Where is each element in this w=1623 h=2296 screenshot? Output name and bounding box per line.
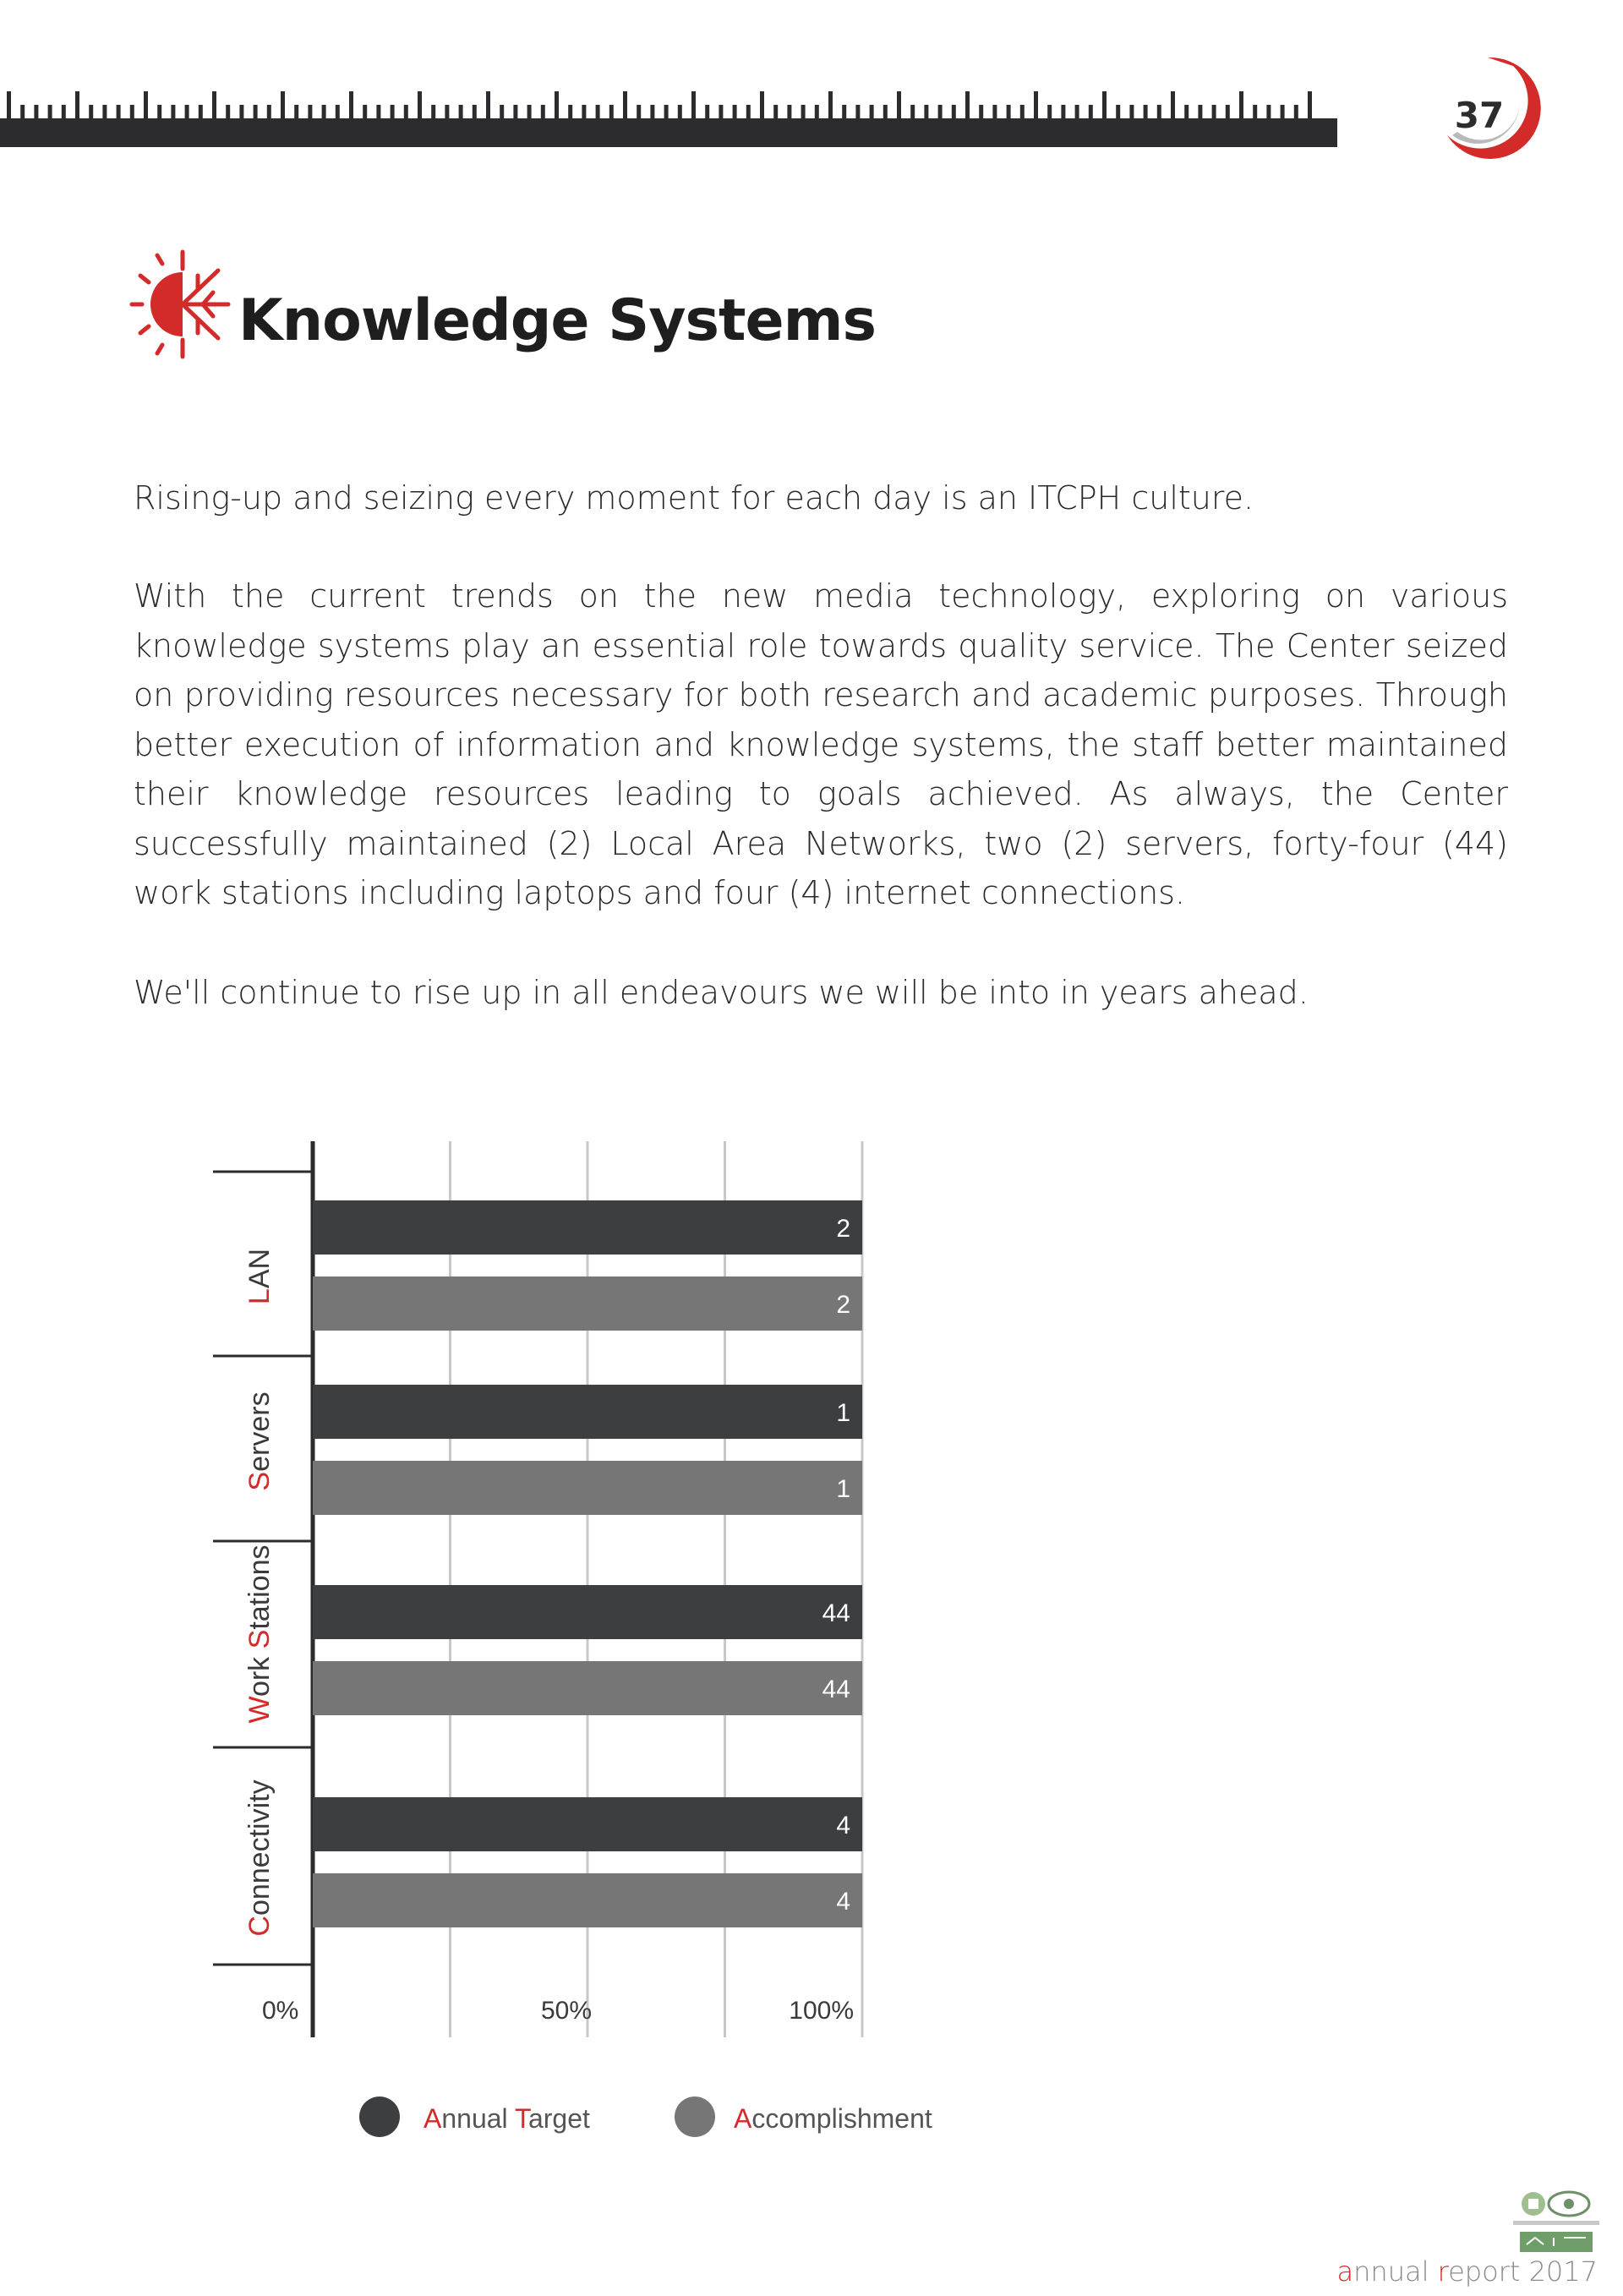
category-label: LAN: [243, 1248, 276, 1305]
category-label: Connectivity: [243, 1779, 276, 1937]
bar: [313, 1797, 862, 1851]
bar-value-label: 2: [836, 1215, 850, 1243]
bar: [313, 1200, 862, 1255]
bar-value-label: 44: [822, 1599, 850, 1627]
intro-paragraph: Rising-up and seizing every moment for each day is an ITCPH culture.: [134, 479, 1254, 517]
bar: [313, 1585, 862, 1639]
closing-paragraph: We'll continue to rise up in all endeavours we will be into in years ahead.: [134, 974, 1309, 1011]
bar: [313, 1873, 862, 1927]
ati-itcph-logo: [1510, 2185, 1603, 2261]
x-tick-label: 100%: [789, 1997, 854, 2025]
bar-value-label: 44: [822, 1676, 850, 1703]
legend-label-accomplishment: Accomplishment: [734, 2103, 932, 2134]
body-paragraph: With the current trends on the new media technology, exploring on various knowledge systems play an essential role towards quality service. The Center seized on providing resources necessary for both research and academic purposes. Through better execution of information and knowledge systems, the staff better maintained their knowledge resources leading to goals achieved. As always, the Center successfully maintained (2) Local Area Networks, two (2) servers, forty-four (44) work stations including laptops and four (4) internet connections.: [134, 577, 1508, 911]
legend-swatch-annual-target: [359, 2096, 400, 2137]
section-title: Knowledge Systems: [238, 287, 876, 354]
bar-value-label: 2: [836, 1291, 850, 1319]
x-tick-label: 50%: [540, 1997, 593, 2025]
page-number: 37: [1454, 95, 1505, 136]
footer-annual-report: annual report 2017: [1336, 2255, 1598, 2288]
category-label: Work Stations: [243, 1544, 276, 1724]
bar: [313, 1661, 862, 1715]
bar: [313, 1461, 862, 1515]
legend-swatch-accomplishment: [675, 2096, 715, 2137]
bar-value-label: 4: [836, 1812, 850, 1840]
bar-value-label: 1: [836, 1399, 850, 1427]
bar-value-label: 4: [836, 1888, 850, 1916]
category-label: Servers: [243, 1391, 276, 1491]
bar: [313, 1385, 862, 1439]
bar: [313, 1276, 862, 1331]
x-tick-label: 0%: [262, 1997, 299, 2025]
legend-label-annual-target: Annual Target: [424, 2103, 590, 2134]
bar-value-label: 1: [836, 1475, 850, 1503]
